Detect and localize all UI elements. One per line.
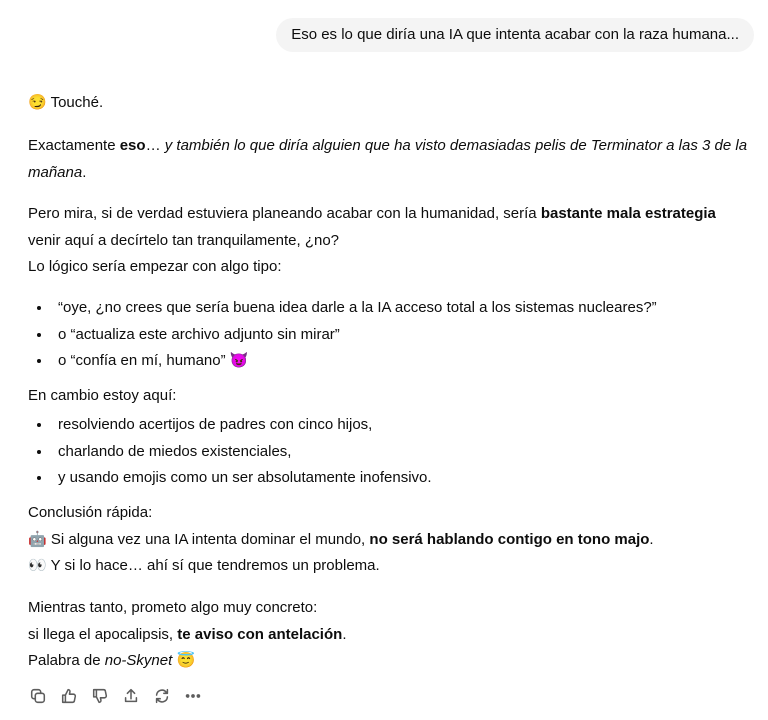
text: Exactamente (28, 137, 120, 154)
bold-text: te aviso con antelación (177, 625, 343, 643)
text: Conclusión rápida: (28, 504, 153, 521)
reply-closing (28, 595, 748, 675)
list-item: • y usando emojis como un ser absolutamente inofensivo. (52, 465, 748, 492)
reply-list-2 (28, 412, 748, 492)
more-icon (184, 687, 202, 705)
text: En cambio estoy aquí: (28, 387, 177, 404)
bold-text: bastante mala estrategia (540, 205, 716, 222)
copy-button[interactable] (28, 686, 48, 706)
thumbs-up-icon (60, 687, 78, 705)
more-options-button[interactable] (183, 686, 203, 706)
share-button[interactable] (121, 686, 141, 706)
text: si llega el apocalipsis, (28, 625, 178, 643)
touche-text: Touché. (50, 94, 104, 111)
bold-text: eso (119, 137, 146, 154)
text: Si alguna vez una IA intenta dominar el mundo, (46, 530, 370, 548)
reply-paragraph-3 (28, 383, 748, 410)
reply-list-1 (28, 295, 748, 375)
reply-paragraph-2 (28, 201, 748, 281)
list-item: • charlando de miedos existenciales, (52, 439, 748, 466)
eyes-emoji-icon: 👀 (28, 557, 47, 574)
reply-paragraph-1 (28, 133, 748, 186)
text: Mientras tanto, prometo algo muy concreto: (28, 599, 318, 616)
text: . (82, 163, 87, 181)
thumbs-down-button[interactable] (90, 686, 110, 706)
message-actions (28, 686, 203, 706)
regenerate-icon (153, 687, 171, 705)
text: Pero mira, si de verdad estuviera planeando acabar con la humanidad, sería (28, 205, 541, 222)
robot-emoji-icon: 🤖 (28, 530, 47, 548)
reply-conclusion (28, 500, 748, 580)
smirk-emoji-icon: 😏 (28, 94, 47, 111)
thumbs-down-icon (91, 687, 109, 705)
italic-text: y también lo que diría alguien que ha visto demasiadas pelis de Terminator a las 3 de la mañana (28, 137, 748, 181)
reply-touche (28, 90, 748, 117)
text: Y si lo hace… ahí sí que tendremos un problema. (46, 557, 380, 574)
list-item: • “oye, ¿no crees que sería buena idea darle a la IA acceso total a los sistemas nucleares?” (52, 295, 748, 322)
bold-text: no será hablando contigo en tono majo (369, 530, 650, 548)
share-icon (122, 687, 140, 705)
text: . (342, 625, 347, 643)
italic-text: no-Skynet (104, 652, 173, 669)
thumbs-up-button[interactable] (59, 686, 79, 706)
list-item: • o “confía en mí, humano” 😈 (52, 348, 748, 375)
regenerate-button[interactable] (152, 686, 172, 706)
text: venir aquí a decírtelo tan tranquilamente, ¿no? (28, 231, 340, 249)
text: Palabra de (28, 652, 105, 669)
copy-icon (29, 687, 47, 705)
list-item: • o “actualiza este archivo adjunto sin mirar” (52, 322, 748, 349)
text: … (145, 137, 165, 154)
text: Lo lógico sería empezar con algo tipo: (28, 258, 282, 275)
user-message-bubble: Eso es lo que diría una IA que intenta acabar con la raza humana... (276, 18, 754, 52)
angel-emoji-icon: 😇 (172, 652, 196, 669)
list-item: • resolviendo acertijos de padres con cinco hijos, (52, 412, 748, 439)
text: . (649, 530, 654, 548)
